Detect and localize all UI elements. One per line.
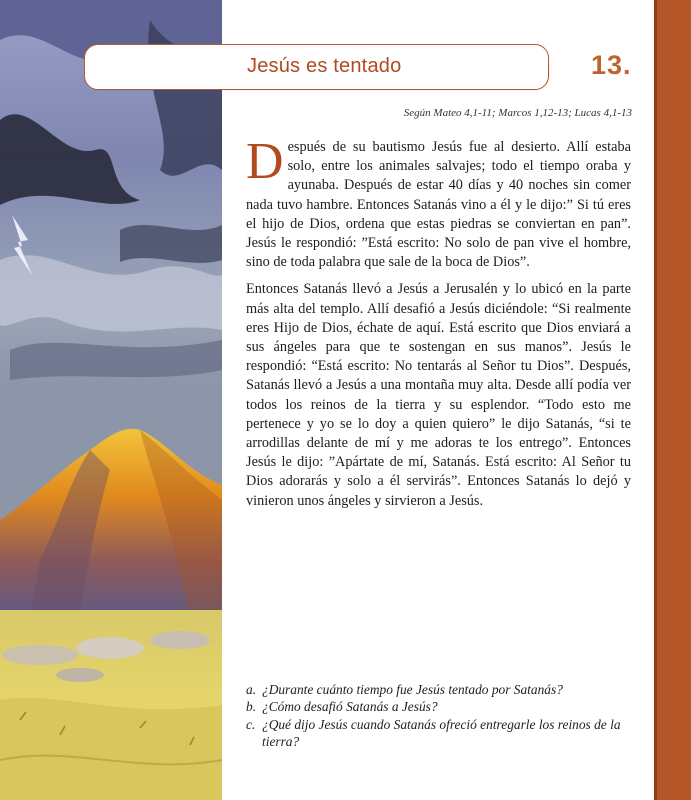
question-text: ¿Durante cuánto tiempo fue Jesús tentado por Satanás? [262, 682, 563, 697]
question-text: ¿Qué dijo Jesús cuando Satanás ofreció entregarle los reinos de la tierra? [262, 716, 621, 750]
paragraph-2: Entonces Satanás llevó a Jesús a Jerusalén y lo ubicó en la parte más alta del templo. Allí desafió a Jesús diciéndole: “Si realmente eres Hijo de Dios, échate de aquí. Está escrito que Dios enviará a sus ángeles para que te sostengan en sus manos”. Jesús le respondió: “Está escrito: No tentarás al Señor tu Dios”. Después, Satanás llevó a Jesús a una montaña muy alta. Desde allí podía ver todos los reinos de la tierra y su esplendor. “Todo esto me pertenece y yo se lo doy a quien quiero” le dijo Satanás, “si te arrodillas delante de mí y me adoras te los entrego”. Entonces Jesús le dijo: ”Apártate de mí, Satanás. Está escrito: Al Señor tu Dios adorarás y solo a él servirás”. Entonces Satanás lo dejó y vinieron unos ángeles y sirvieron a Jesús. [246, 281, 631, 509]
question-a [246, 681, 631, 698]
illustration-storm-mountain [0, 0, 222, 800]
question-letter: a. [246, 682, 257, 697]
chapter-title: Jesús es tentado [247, 55, 402, 77]
question-letter: c. [246, 716, 256, 732]
scripture-reference: Según Mateo 4,1-11; Marcos 1,12-13; Lucas 4,1-13 [403, 107, 632, 119]
drop-cap: D [246, 133, 284, 190]
page-number: 13. [591, 50, 632, 80]
story-text [246, 133, 631, 519]
paragraph-1-text: espués de su bautismo Jesús fue al desierto. Allí estaba solo, entre los animales salvajes; todo el tiempo oraba y ayunaba. Después de estar 40 días y 40 noches sin comer nada tuvo hambre. Entonces Satanás vino a él y le dijo:” Si tú eres el hijo de Dios, ordena que estas piedras se conviertan en pan”. Jesús le respondió: ”Está escrito: No solo de pan vive el hombre, sino de toda palabra que sale de la boca de Dios”. [246, 139, 631, 271]
paragraph-1 [246, 133, 631, 272]
questions-list [246, 681, 631, 751]
question-b [246, 698, 631, 715]
question-text: ¿Cómo desafió Satanás a Jesús? [262, 699, 438, 715]
painting-image [0, 0, 222, 800]
question-letter: b. [246, 699, 257, 715]
question-c [246, 716, 631, 751]
page-edge-band [654, 0, 691, 800]
